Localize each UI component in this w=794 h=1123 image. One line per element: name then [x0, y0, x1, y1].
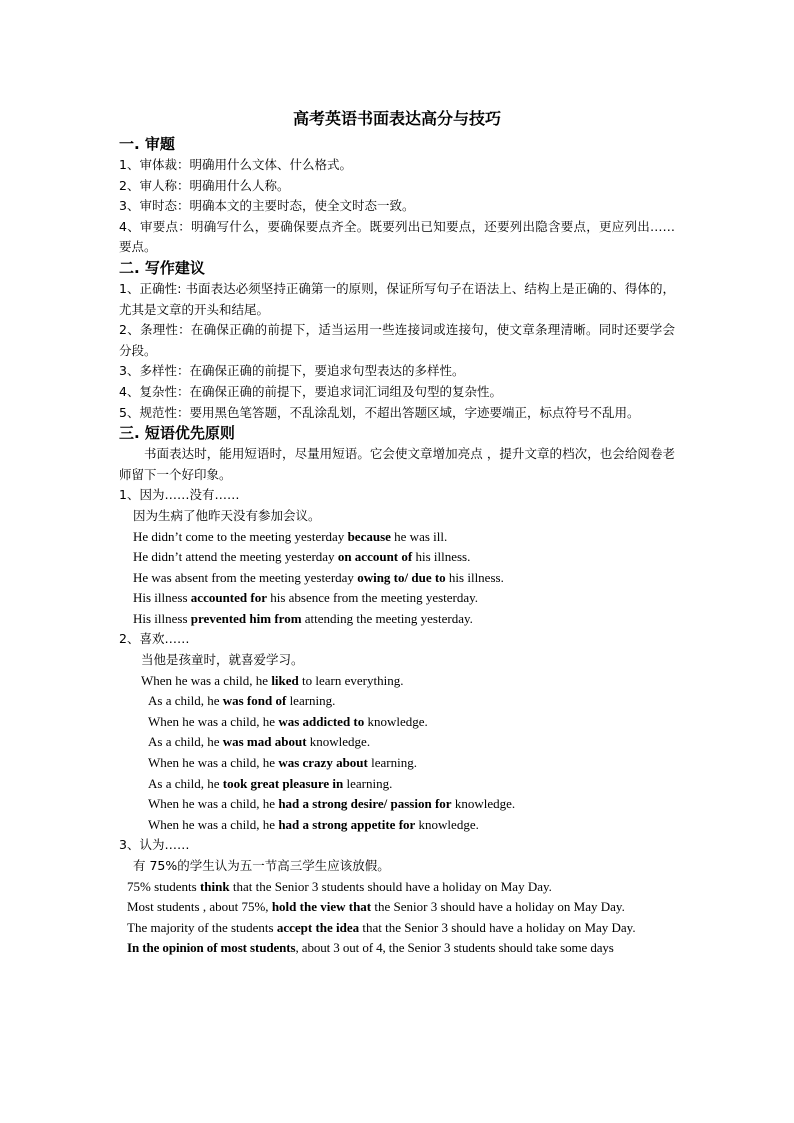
sentence-text: that the Senior 3 students should have a holiday on May Day. — [229, 878, 552, 894]
list-item: 1、正确性: 书面表达必须坚持正确第一的原则，保证所写句子在语法上、结构上是正确的、得体的，尤其是文章的开头和结尾。 — [119, 280, 675, 317]
example-sentence — [119, 547, 675, 568]
example-sentence — [119, 671, 675, 692]
list-item: 4、复杂性：在确保正确的前提下，要追求词汇词组及句型的复杂性。 — [119, 383, 502, 399]
chinese-sentence: 有 75%的学生认为五一节高三学生应该放假。 — [133, 858, 390, 873]
key-phrase: on account of — [337, 549, 413, 565]
example-sentence — [119, 712, 675, 733]
example-sentence — [119, 794, 675, 815]
key-phrase: was mad about — [222, 734, 307, 750]
example-sentence — [119, 588, 675, 609]
sentence-text: knowledge. — [451, 796, 516, 812]
sentence-text: his absence from the meeting yesterday. — [266, 590, 479, 606]
sentence-text: As a child, he — [148, 693, 223, 709]
sentence-text: His illness — [133, 590, 191, 606]
group-label: 3、认为…… — [119, 837, 190, 853]
sentence-text: As a child, he — [148, 734, 223, 750]
section-heading-3: 三. 短语优先原则 — [119, 424, 235, 443]
key-phrase: was fond of — [222, 693, 287, 709]
key-phrase: prevented him from — [190, 610, 302, 626]
example-sentence — [119, 753, 675, 774]
example-sentence — [119, 527, 675, 548]
sentence-text: The majority of the students — [127, 919, 277, 935]
key-phrase: owing to/ due to — [357, 569, 446, 585]
list-item: 3、多样性：在确保正确的前提下，要追求句型表达的多样性。 — [119, 363, 465, 379]
sentence-text: knowledge. — [364, 713, 428, 729]
key-phrase: accounted for — [190, 590, 267, 606]
sentence-text: learning. — [343, 775, 393, 791]
section-heading-2: 二. 写作建议 — [119, 258, 205, 277]
list-item: 4、审要点：明确写什么，要确保要点齐全。既要列出已知要点，还要列出隐含要点，更应列出……要点。 — [119, 218, 675, 255]
sentence-text: , about 3 out of 4, the Senior 3 students should take some days — [295, 940, 614, 956]
section-intro: 书面表达时，能用短语时，尽量用短语。它会使文章增加亮点 ，提升文章的档次，也会给阅卷老师留下一个好印象。 — [119, 446, 675, 482]
list-item: 2、审人称：明确用什么人称。 — [119, 177, 290, 193]
example-sentence — [119, 774, 675, 795]
sentence-text: He was absent from the meeting yesterday — [133, 569, 358, 585]
sentence-text: As a child, he — [148, 775, 223, 791]
key-phrase: was crazy about — [278, 755, 368, 771]
list-item: 5、规范性：要用黑色笔答题，不乱涂乱划，不超出答题区域，字迹要端正，标点符号不乱用。 — [119, 404, 640, 420]
list-item: 3、审时态：明确本文的主要时态，使全文时态一致。 — [119, 198, 415, 214]
example-sentence — [119, 877, 675, 898]
sentence-text: knowledge. — [306, 734, 371, 750]
sentence-text: When he was a child, he — [148, 713, 279, 729]
sentence-text: Most students , about 75%, — [127, 899, 272, 915]
example-sentence — [119, 815, 675, 836]
key-phrase: had a strong desire/ passion for — [278, 796, 452, 812]
example-sentence — [119, 732, 675, 753]
sentence-text: 75% students — [127, 878, 200, 894]
key-phrase: took great pleasure in — [222, 775, 344, 791]
section-heading-1: 一. 审题 — [119, 135, 175, 153]
sentence-text: learning. — [367, 755, 417, 771]
sentence-text: he was ill. — [390, 528, 448, 544]
key-phrase: accept the idea — [276, 919, 360, 935]
chinese-sentence: 因为生病了他昨天没有参加会议。 — [133, 507, 321, 523]
sentence-text: attending the meeting yesterday. — [301, 610, 473, 626]
document-content — [119, 106, 675, 959]
sentence-text: When he was a child, he — [148, 796, 279, 812]
group-label: 1、因为……没有…… — [119, 487, 240, 503]
key-phrase: was addicted to — [278, 713, 365, 729]
page-title: 高考英语书面表达高分与技巧 — [292, 109, 501, 128]
key-phrase: think — [199, 878, 230, 894]
sentence-text: He didn’t come to the meeting yesterday — [133, 528, 348, 544]
group-label: 2、喜欢…… — [119, 631, 190, 647]
sentence-text: the Senior 3 should have a holiday on May Day. — [371, 899, 625, 915]
example-sentence — [119, 938, 675, 959]
sentence-text: to learn everything. — [298, 672, 404, 688]
chinese-sentence: 当他是孩童时，就喜爱学习。 — [141, 652, 304, 668]
sentence-text: He didn’t attend the meeting yesterday — [133, 549, 338, 565]
key-phrase: liked — [271, 672, 299, 688]
sentence-text: learning. — [286, 693, 336, 709]
sentence-text: When he was a child, he — [148, 816, 279, 832]
sentence-text: his illness. — [412, 549, 471, 565]
key-phrase: hold the view that — [271, 899, 372, 915]
list-item: 2、条理性：在确保正确的前提下，适当运用一些连接词或连接句，使文章条理清晰。同时还要学会分段。 — [119, 322, 675, 358]
key-phrase: had a strong appetite for — [278, 816, 416, 832]
sentence-text: His illness — [133, 610, 191, 626]
example-sentence — [119, 609, 675, 630]
key-phrase: because — [347, 528, 391, 544]
sentence-text: his illness. — [445, 569, 504, 585]
sentence-text: knowledge. — [415, 816, 479, 832]
example-sentence — [119, 691, 675, 712]
list-item: 1、审体裁：明确用什么文体、什么格式。 — [119, 157, 352, 172]
sentence-text: When he was a child, he — [148, 755, 279, 771]
example-sentence — [119, 918, 675, 939]
sentence-text: that the Senior 3 should have a holiday on May Day. — [359, 919, 636, 935]
sentence-text: When he was a child, he — [141, 672, 272, 688]
example-sentence — [119, 568, 675, 589]
example-sentence — [119, 897, 675, 918]
key-phrase: In the opinion of most students — [127, 940, 296, 956]
